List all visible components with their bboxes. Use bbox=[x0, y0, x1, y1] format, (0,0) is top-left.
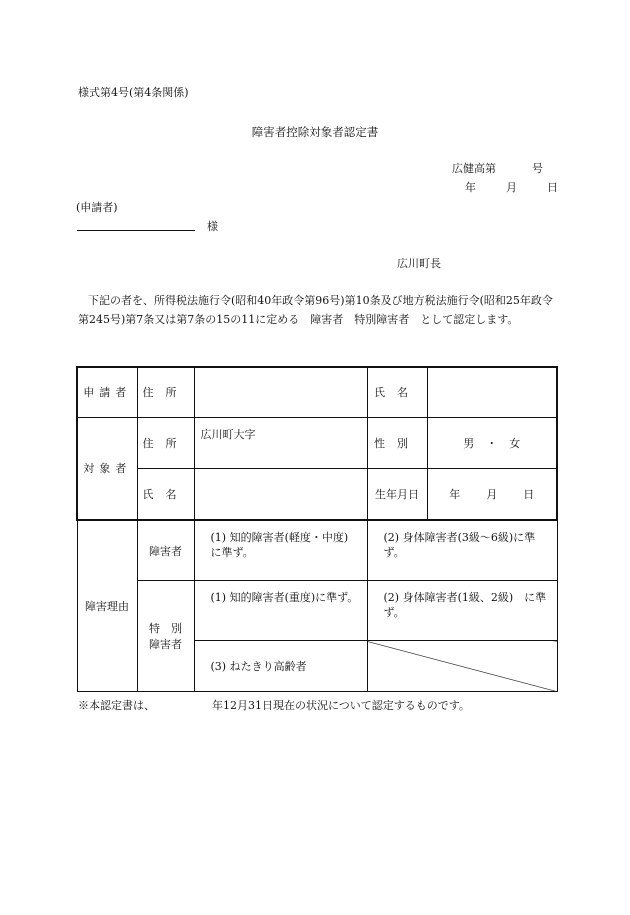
applicant-header: 申請者 bbox=[77, 367, 137, 417]
applicant-label: (申請者) bbox=[76, 201, 118, 214]
issue-year-label: 年 bbox=[465, 181, 476, 194]
issue-day-label: 日 bbox=[547, 181, 558, 194]
reason-special-option-1[interactable]: (1) 知的障害者(重度)に準ず。 bbox=[194, 581, 367, 641]
subject-gender-label: 性別 bbox=[367, 417, 427, 468]
honorific: 様 bbox=[207, 220, 218, 233]
issue-date bbox=[465, 179, 558, 195]
reason-special-row-1 bbox=[77, 581, 557, 641]
issue-month-label: 月 bbox=[506, 181, 517, 194]
birth-day-label: 日 bbox=[523, 487, 535, 501]
reference-number bbox=[452, 160, 543, 176]
footnote-suffix: 年12月31日現在の状況について認定するものです。 bbox=[212, 699, 470, 712]
subject-header: 対象者 bbox=[77, 417, 137, 520]
subject-name-row bbox=[77, 468, 557, 520]
subject-address-label: 住所 bbox=[137, 417, 194, 468]
reason-header: 障害理由 bbox=[77, 520, 137, 692]
subject-name-field[interactable] bbox=[194, 468, 367, 520]
applicant-name-field[interactable] bbox=[427, 367, 557, 417]
issuer-name: 広川町長 bbox=[397, 257, 441, 270]
reference-prefix: 広健高第 bbox=[452, 162, 496, 175]
form-number: 様式第4号(第4条関係) bbox=[78, 86, 189, 99]
applicant-name-label: 氏名 bbox=[367, 367, 427, 417]
special-category-label: 特 別 障害者 bbox=[137, 581, 194, 692]
reason-disabled-option-2[interactable]: (2) 身体障害者(3級〜6級)に準ず。 bbox=[367, 520, 557, 581]
footnote bbox=[78, 697, 470, 713]
applicant-address-label: 住所 bbox=[137, 367, 194, 417]
birth-year-label: 年 bbox=[449, 487, 461, 501]
reason-special-option-2[interactable]: (2) 身体障害者(1級、2級) に準ず。 bbox=[367, 581, 557, 641]
reference-suffix: 号 bbox=[532, 162, 543, 175]
subject-gender-field[interactable] bbox=[427, 417, 557, 468]
applicant-name-line[interactable] bbox=[77, 230, 195, 231]
birth-month-label: 月 bbox=[486, 487, 498, 501]
gender-male[interactable]: 男 bbox=[463, 436, 475, 450]
subject-address-row bbox=[77, 417, 557, 468]
applicant-row bbox=[77, 367, 557, 417]
subject-birthdate-label: 生年月日 bbox=[367, 468, 427, 520]
document-title: 障害者控除対象者認定書 bbox=[251, 125, 379, 139]
subject-address-field[interactable]: 広川町大字 bbox=[194, 417, 367, 468]
empty-struck-cell bbox=[367, 641, 557, 692]
subject-name-label: 氏名 bbox=[137, 468, 194, 520]
reason-disabled-option-1[interactable]: (1) 知的障害者(軽度・中度)に準ず。 bbox=[194, 520, 367, 581]
reason-special-option-3[interactable]: (3) ねたきり高齢者 bbox=[194, 641, 367, 692]
disabled-category-label: 障害者 bbox=[137, 520, 194, 581]
gender-female[interactable]: 女 bbox=[509, 436, 521, 450]
certification-table bbox=[76, 366, 558, 692]
gender-separator: ・ bbox=[486, 436, 498, 450]
reason-disabled-row bbox=[77, 520, 557, 581]
subject-birthdate-field[interactable] bbox=[427, 468, 557, 520]
certification-statement: 下記の者を、所得税法施行令(昭和40年政令第96号)第10条及び地方税法施行令(昭和25年政令第245号)第7条又は第7条の15の11に定める 障害者 特別障害者 として認定します。 bbox=[78, 294, 553, 326]
footnote-prefix: ※本認定書は、 bbox=[78, 699, 155, 712]
applicant-address-field[interactable] bbox=[194, 367, 367, 417]
